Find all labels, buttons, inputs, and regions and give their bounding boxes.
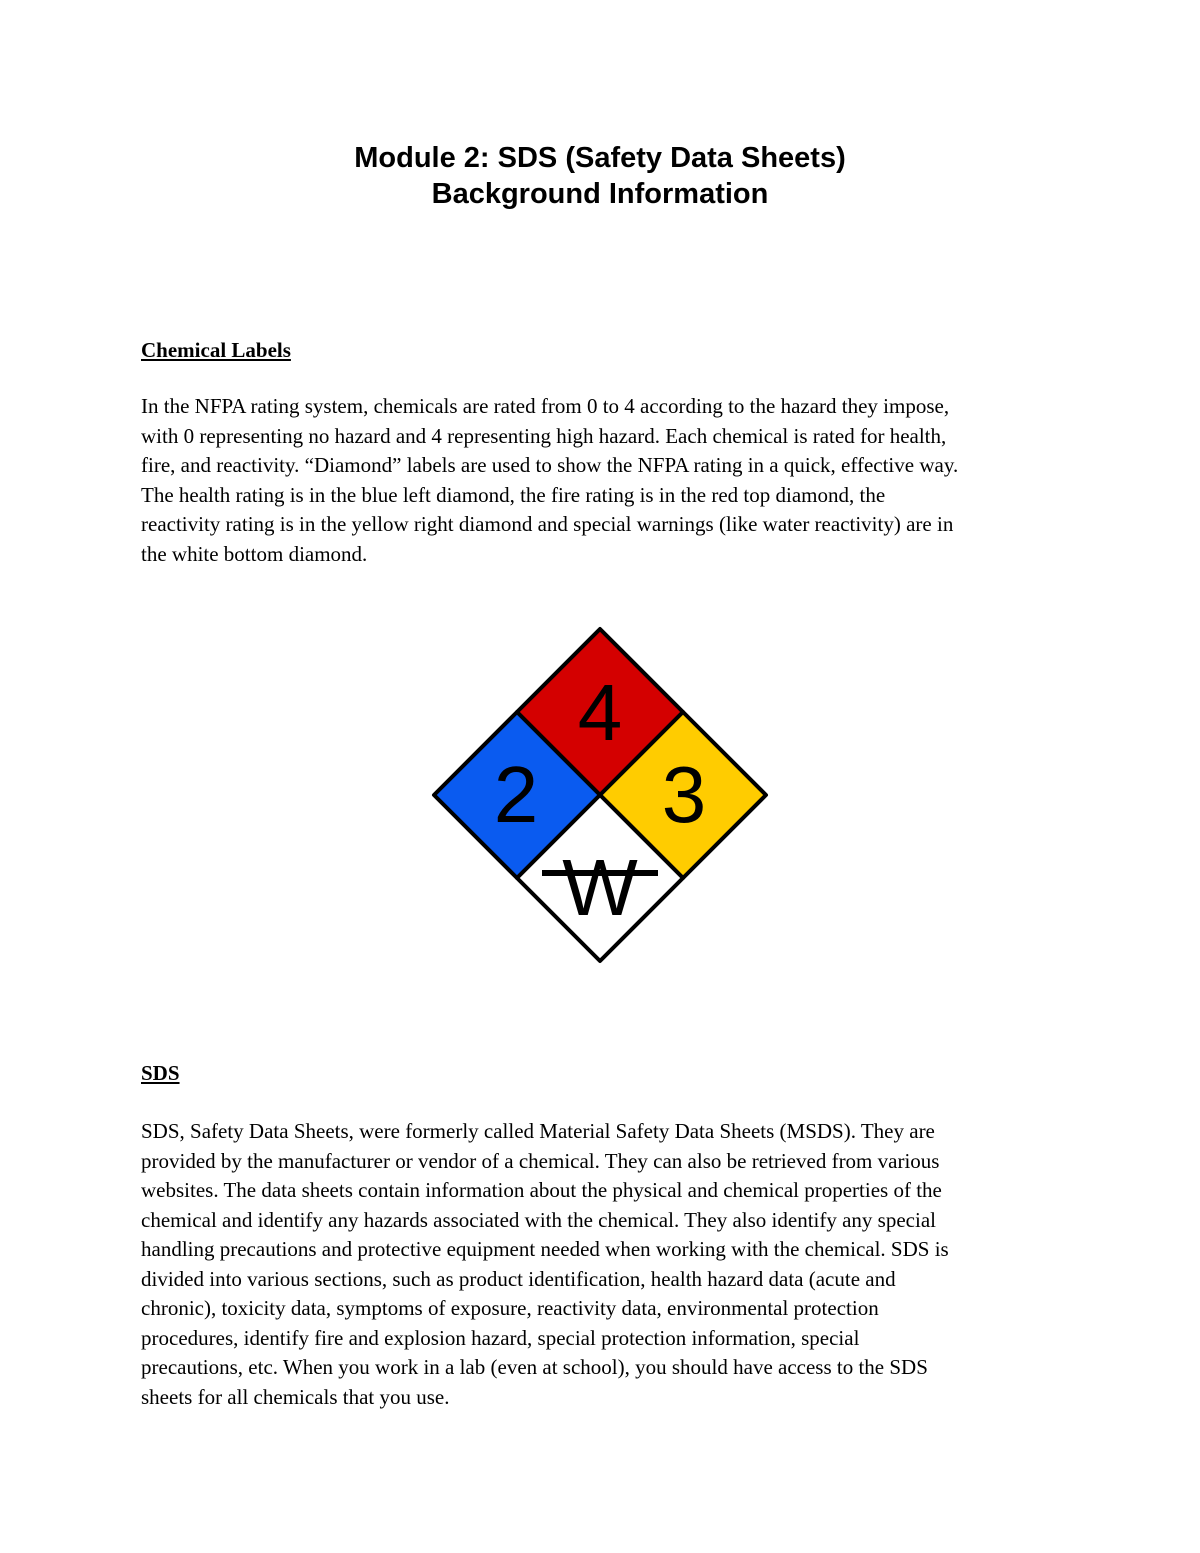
title-line-2: Background Information bbox=[431, 178, 769, 210]
section-heading-sds: SDS bbox=[141, 1061, 180, 1085]
paragraph-line: provided by the manufacturer or vendor of a chemical. They can also be retrieved from various bbox=[141, 1148, 940, 1173]
paragraph-line: The health rating is in the blue left diamond, the fire rating is in the red top diamond, the bbox=[141, 482, 886, 507]
paragraph-line: websites. The data sheets contain information about the physical and chemical properties of the bbox=[141, 1178, 942, 1202]
sds-paragraph bbox=[141, 1117, 1066, 1412]
paragraph-line: chronic), toxicity data, symptoms of exposure, reactivity data, environmental protection bbox=[141, 1296, 879, 1320]
paragraph-line: divided into various sections, such as product identification, health hazard data (acute and bbox=[141, 1266, 896, 1291]
special-warning: W bbox=[562, 843, 638, 932]
paragraph-line: procedures, identify fire and explosion hazard, special protection information, special bbox=[141, 1325, 860, 1350]
nfpa-diamond bbox=[430, 625, 770, 965]
nfpa-diamond-graphic bbox=[430, 625, 770, 965]
paragraph-line: sheets for all chemicals that you use. bbox=[141, 1384, 450, 1409]
paragraph-line: precautions, etc. When you work in a lab (even at school), you should have access to the SDS bbox=[141, 1355, 928, 1379]
paragraph-line: reactivity rating is in the yellow right diamond and special warnings (like water reactivity) are in bbox=[141, 512, 954, 536]
paragraph-line: SDS, Safety Data Sheets, were formerly called Material Safety Data Sheets (MSDS). They are bbox=[141, 1119, 935, 1143]
paragraph-line: with 0 representing no hazard and 4 representing high hazard. Each chemical is rated for health, bbox=[141, 423, 947, 448]
paragraph-line: handling precautions and protective equipment needed when working with the chemical. SDS is bbox=[141, 1237, 949, 1261]
paragraph-line: chemical and identify any hazards associated with the chemical. They also identify any special bbox=[141, 1207, 936, 1232]
section-heading-chemical-labels: Chemical Labels bbox=[141, 338, 291, 362]
fire-rating: 4 bbox=[577, 668, 623, 757]
paragraph-line: the white bottom diamond. bbox=[141, 541, 368, 566]
page-title bbox=[0, 140, 1200, 212]
paragraph-line: fire, and reactivity. “Diamond” labels are used to show the NFPA rating in a quick, effective way. bbox=[141, 453, 959, 477]
chemical-labels-paragraph bbox=[141, 392, 1066, 569]
health-rating: 2 bbox=[493, 750, 539, 839]
title-line-1: Module 2: SDS (Safety Data Sheets) bbox=[354, 142, 846, 174]
reactivity-rating: 3 bbox=[661, 750, 707, 839]
paragraph-line: In the NFPA rating system, chemicals are rated from 0 to 4 according to the hazard they impose, bbox=[141, 394, 950, 418]
